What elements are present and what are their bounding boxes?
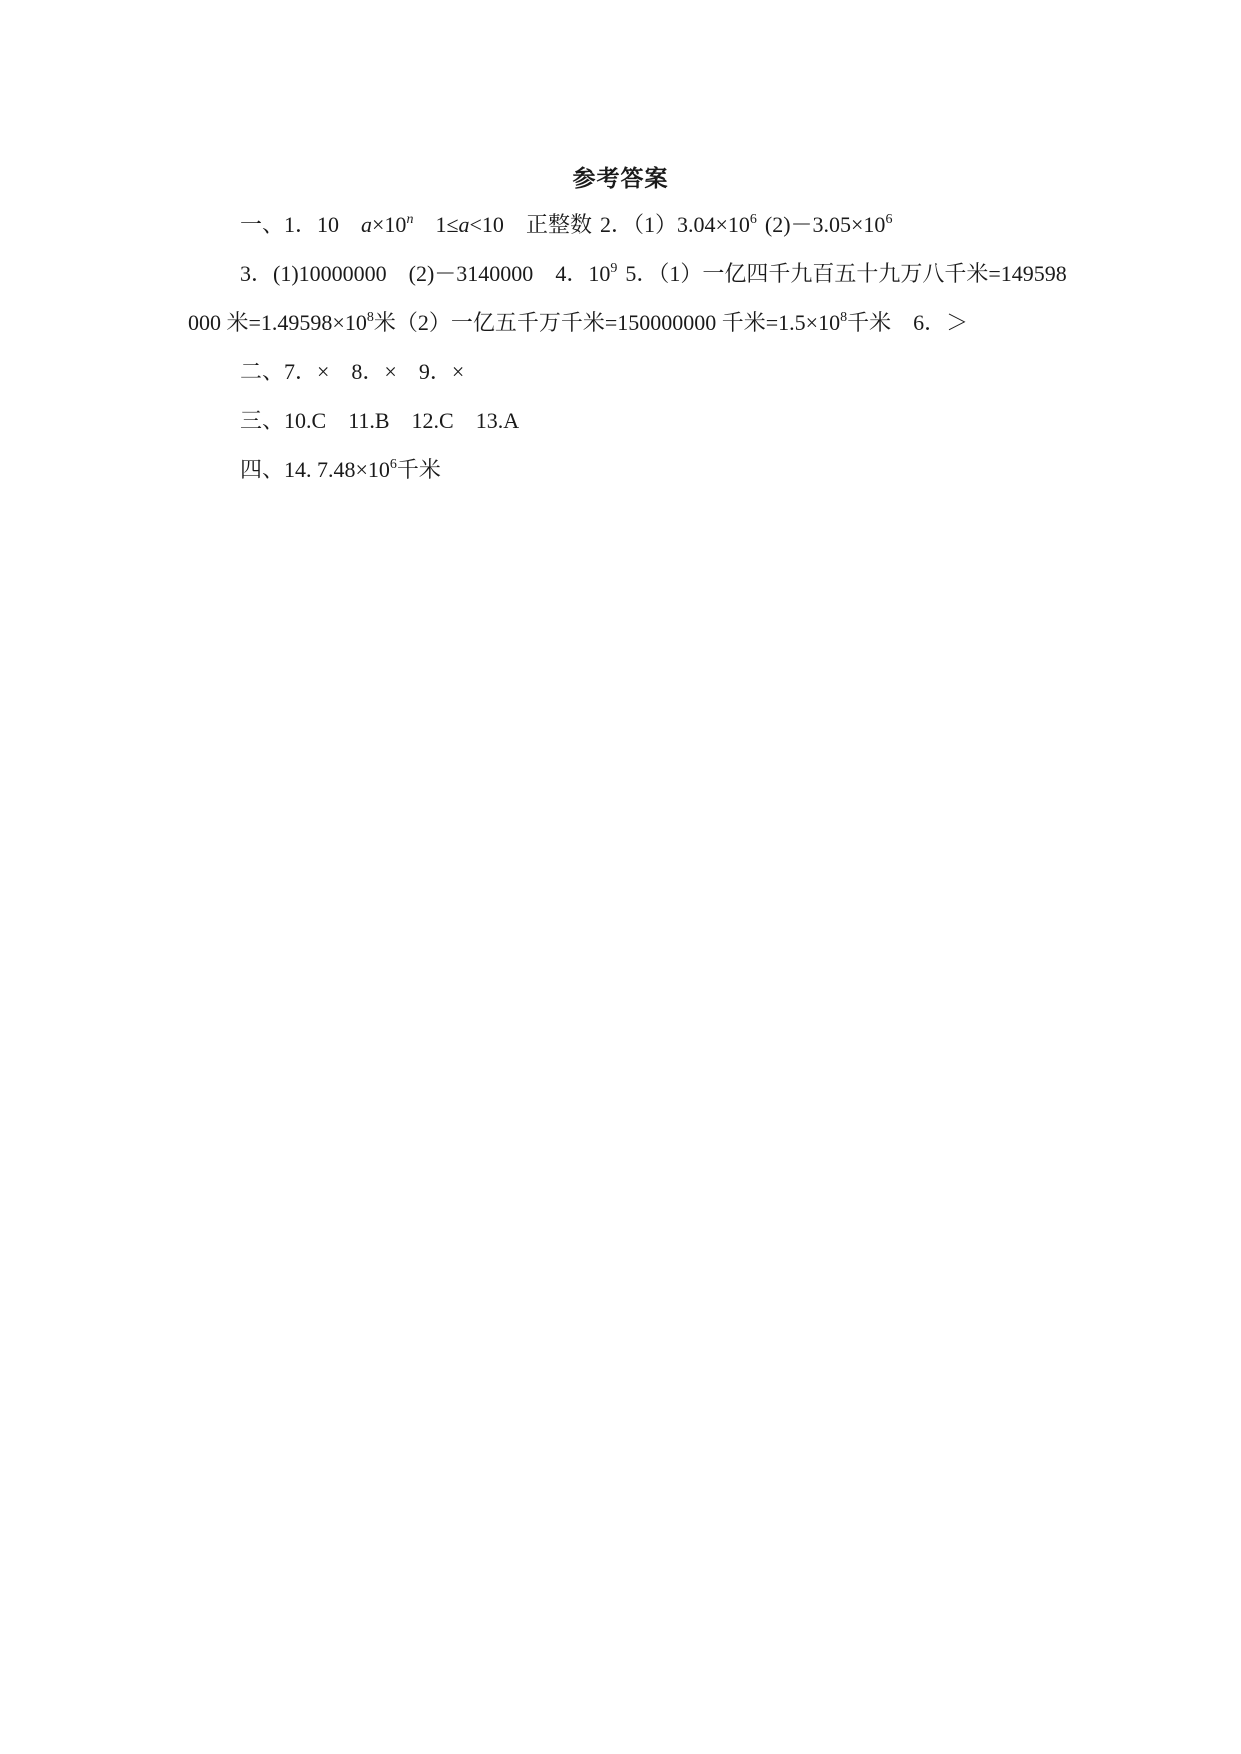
q5-part2-unit: 千米 — [847, 310, 892, 335]
q5-part1: 5．（1）一亿四千九百五十九万八千米=149598000 米=1.49598×10 — [188, 261, 1067, 335]
q3-part1: 3．(1)10000000 — [240, 261, 387, 286]
q5-part2: （2）一亿五千万千米=150000000 千米=1.5×10 — [395, 310, 841, 335]
q4-exp: 9 — [610, 261, 618, 276]
answer-body — [188, 200, 1068, 494]
q2-part1-exp: 6 — [749, 212, 757, 227]
answer-section-3 — [188, 396, 1068, 445]
q1-formula-exp: n — [406, 212, 414, 227]
q1-range-var: a — [458, 212, 470, 237]
q13-answer: 13.A — [475, 408, 520, 433]
q1-range-post: <10 — [469, 212, 504, 237]
q1-range-pre: 1≤ — [435, 212, 459, 237]
q3-answer — [240, 261, 533, 286]
q14-exp: 6 — [389, 457, 397, 472]
page-title: 参考答案 — [572, 166, 669, 191]
answer-section-1-line-2 — [188, 249, 1068, 347]
q1-positive-integer: 正整数 — [525, 212, 592, 237]
answer-section-2 — [188, 347, 1068, 396]
answer-section-1-line-1 — [188, 200, 1068, 249]
q9-answer: 9．× — [418, 359, 465, 384]
q8-answer: 8．× — [351, 359, 397, 384]
q1-formula-var: a — [361, 212, 373, 237]
q3-part2: (2)－3140000 — [408, 261, 534, 286]
q4-answer — [555, 261, 617, 286]
q1-formula-times: ×10 — [372, 212, 407, 237]
q1-answer — [240, 212, 592, 237]
q5-part1-unit: 米 — [373, 310, 396, 335]
q11-answer: 11.B — [348, 408, 390, 433]
q14-base: 四、14. 7.48×10 — [240, 457, 390, 482]
q14-unit: 千米 — [396, 457, 441, 482]
q1-number: 一、1．10 — [240, 212, 340, 237]
q2-part2: (2)－3.05×10 — [764, 212, 886, 237]
answer-section-4 — [188, 445, 1068, 494]
q2-answer — [600, 212, 892, 237]
q7-answer: 二、7．× — [240, 359, 330, 384]
q12-answer: 12.C — [411, 408, 454, 433]
q6-answer: 6．＞ — [913, 310, 969, 335]
q2-part1: 2．（1）3.04×10 — [599, 212, 750, 237]
q5-part2-exp: 8 — [840, 310, 848, 325]
q5-part1-exp: 8 — [366, 310, 374, 325]
q4-base: 4．10 — [555, 261, 611, 286]
q2-part2-exp: 6 — [885, 212, 893, 227]
q10-answer: 三、10.C — [240, 408, 327, 433]
